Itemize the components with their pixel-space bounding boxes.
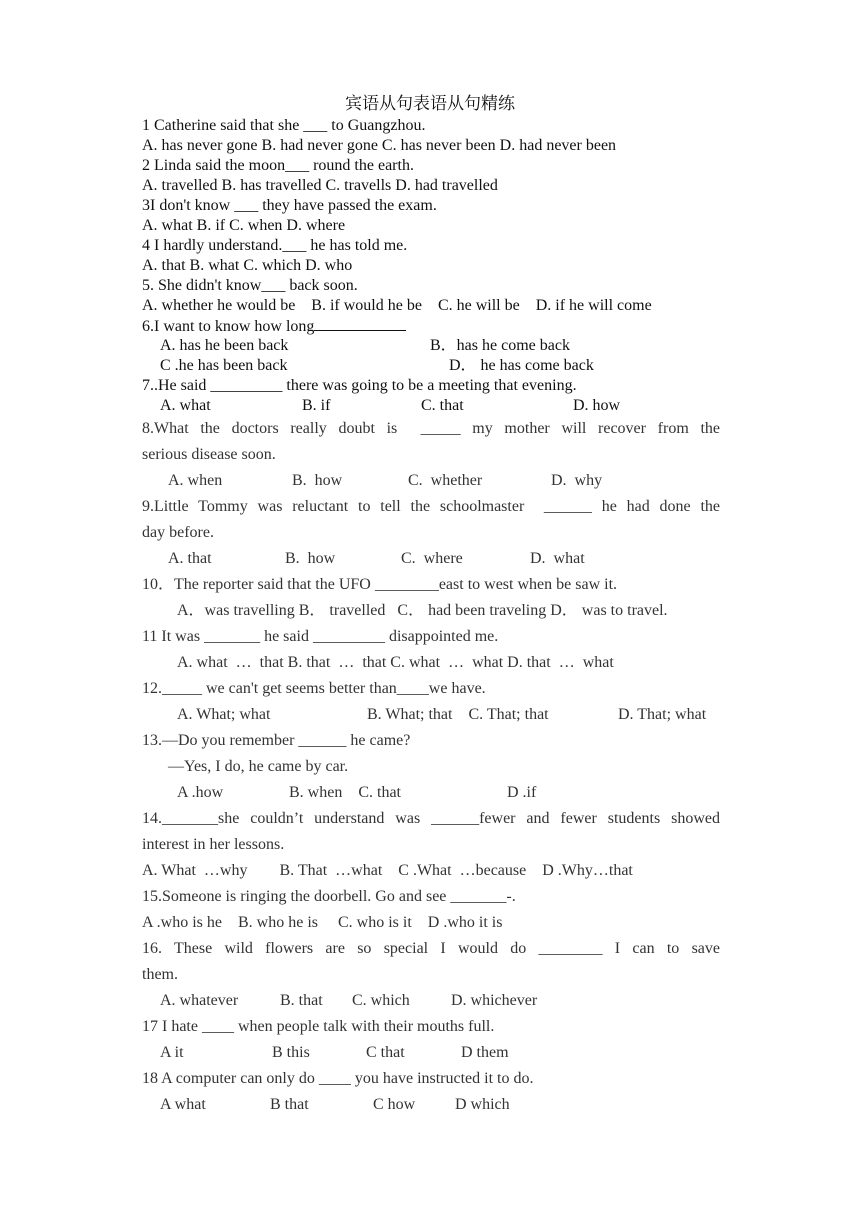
- option-9d: D. what: [530, 550, 585, 567]
- option-6a: A. has he been back: [160, 337, 289, 354]
- question-10: 10．The reporter said that the UFO ________east to west when be saw it.: [142, 576, 618, 593]
- page-title: 宾语从句表语从句精练: [345, 94, 515, 113]
- options-3: A. what B. if C. when D. where: [142, 217, 346, 234]
- options-5: A. whether he would be B. if would he be C. he will be D. if he will come: [142, 297, 652, 314]
- options-4: A. that B. what C. which D. who: [142, 257, 353, 274]
- option-17b: B this: [272, 1044, 310, 1061]
- option-9b: B. how: [285, 550, 336, 567]
- option-13d: D .if: [507, 784, 537, 801]
- option-7a: A. what: [160, 397, 211, 414]
- option-9a: A. that: [168, 550, 212, 567]
- option-17a: A it: [160, 1044, 184, 1061]
- question-5: 5. She didn't know___ back soon.: [142, 277, 358, 294]
- option-12bc: B. What; that C. That; that: [367, 706, 549, 723]
- question-1: 1 Catherine said that she ___ to Guangzhou.: [142, 117, 426, 134]
- question-7: 7..He said _________ there was going to be a meeting that evening.: [142, 377, 577, 394]
- question-18: 18 A computer can only do ____ you have instructed it to do.: [142, 1070, 534, 1087]
- question-9: 9.Little Tommy was reluctant to tell the schoolmaster ______ he had done the: [142, 498, 720, 515]
- option-8a: A. when: [168, 472, 223, 489]
- question-8: 8.What the doctors really doubt is _____ my mother will recover from the: [142, 420, 720, 437]
- option-13bc: B. when C. that: [289, 784, 401, 801]
- option-7c: C. that: [421, 397, 464, 414]
- question-6: [142, 316, 860, 337]
- option-16c: C. which: [352, 992, 410, 1009]
- question-12: 12._____ we can't get seems better than____we have.: [142, 680, 486, 697]
- question-13: 13.—Do you remember ______ he came?: [142, 732, 411, 749]
- question-11: 11 It was _______ he said _________ disappointed me.: [142, 628, 499, 645]
- options-14: A. What …why B. That …what C .What …because D .Why…that: [142, 862, 633, 879]
- answer-blank: [314, 316, 406, 331]
- option-7d: D. how: [573, 397, 621, 414]
- option-7b: B. if: [302, 397, 331, 414]
- question-3: 3I don't know ___ they have passed the exam.: [142, 197, 437, 214]
- option-8b: B. how: [292, 472, 343, 489]
- options-2: A. travelled B. has travelled C. travells D. had travelled: [142, 177, 498, 194]
- question-4: 4 I hardly understand.___ he has told me.: [142, 237, 408, 254]
- question-14: 14._______she couldn’t understand was ______fewer and fewer students showed: [142, 810, 720, 827]
- question-6-text: 6.I want to know how long: [142, 318, 315, 335]
- options-1: A. has never gone B. had never gone C. has never been D. had never been: [142, 137, 617, 154]
- option-13a: A .how: [177, 784, 224, 801]
- option-16a: A. whatever: [160, 992, 239, 1009]
- option-18b: B that: [270, 1096, 309, 1113]
- question-2: 2 Linda said the moon___ round the earth.: [142, 157, 414, 174]
- options-11: A. what … that B. that … that C. what … what D. that … what: [177, 654, 614, 671]
- option-18c: C how: [373, 1096, 416, 1113]
- option-6c: C .he has been back: [160, 357, 288, 374]
- option-12d: D. That; what: [618, 706, 707, 723]
- options-15: A .who is he B. who he is C. who is it D .who it is: [142, 914, 503, 931]
- question-9-cont: day before.: [142, 524, 214, 541]
- option-6d: D． he has come back: [449, 357, 594, 374]
- option-8c: C. whether: [408, 472, 483, 489]
- option-17c: C that: [366, 1044, 405, 1061]
- question-15: 15.Someone is ringing the doorbell. Go and see _______-.: [142, 888, 516, 905]
- question-16-cont: them.: [142, 966, 178, 983]
- question-16: 16. These wild flowers are so special I would do ________ I can to save: [142, 940, 720, 957]
- options-10: A．was travelling B． travelled C． had been traveling D． was to travel.: [177, 602, 668, 619]
- question-17: 17 I hate ____ when people talk with their mouths full.: [142, 1018, 495, 1035]
- question-14-cont: interest in her lessons.: [142, 836, 285, 853]
- question-13-reply: —Yes, I do, he came by car.: [168, 758, 349, 775]
- option-16b: B. that: [280, 992, 323, 1009]
- question-8-cont: serious disease soon.: [142, 446, 276, 463]
- option-6b: B．has he come back: [430, 337, 570, 354]
- option-17d: D them: [461, 1044, 509, 1061]
- option-12a: A. What; what: [177, 706, 271, 723]
- option-18d: D which: [455, 1096, 510, 1113]
- option-18a: A what: [160, 1096, 206, 1113]
- option-9c: C. where: [401, 550, 463, 567]
- option-16d: D. whichever: [451, 992, 538, 1009]
- option-8d: D. why: [551, 472, 603, 489]
